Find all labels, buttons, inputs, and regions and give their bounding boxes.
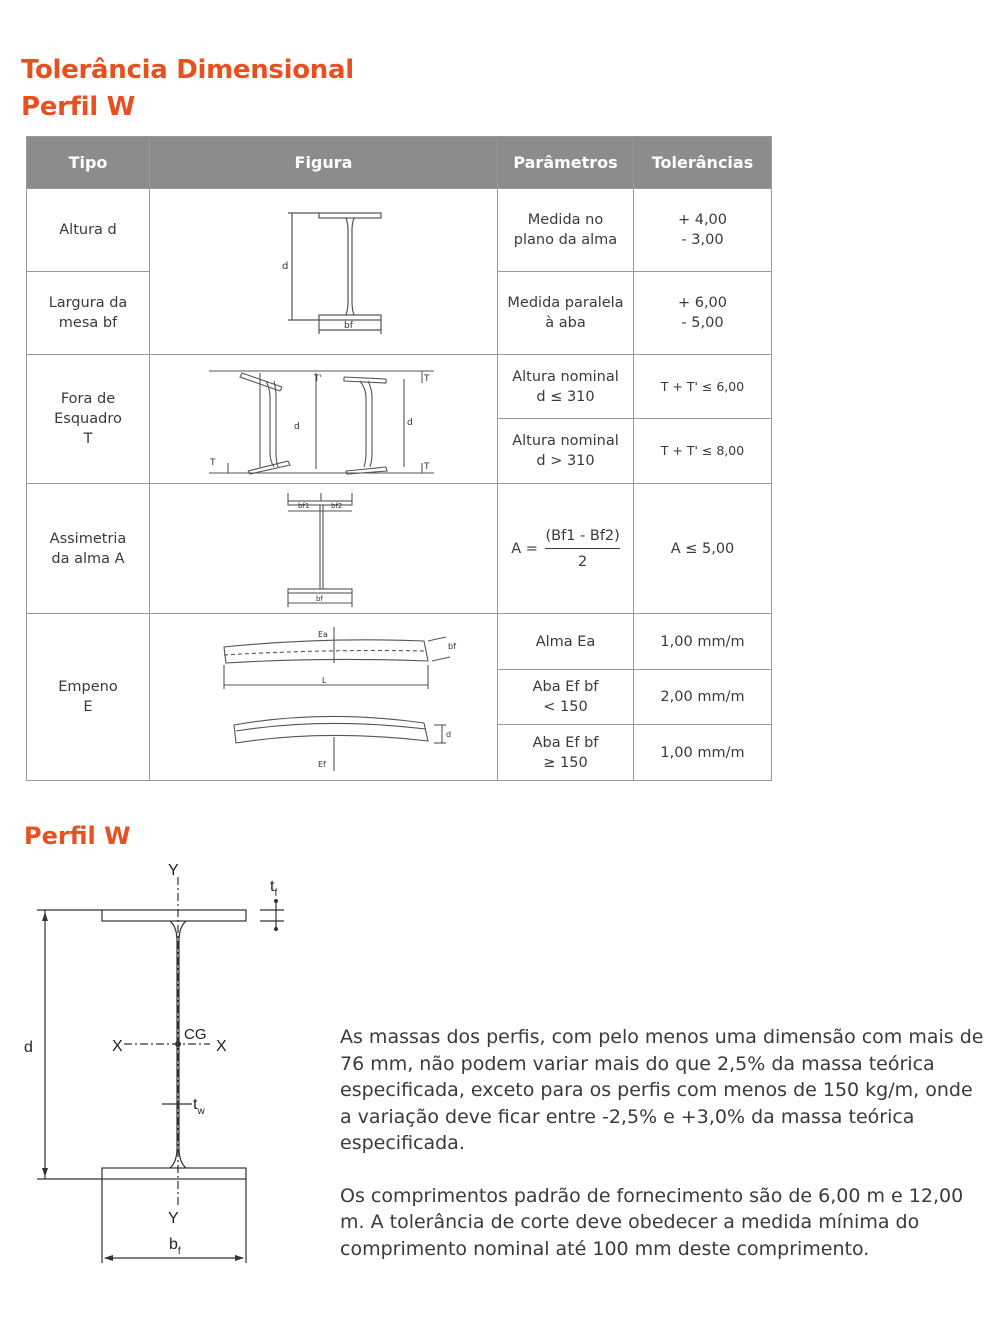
label-T-bottom: T bbox=[423, 462, 429, 472]
table-row bbox=[27, 614, 772, 670]
figure-empeno bbox=[150, 614, 498, 781]
cell-param-empeno-3: Aba Ef bf ≥ 150 bbox=[498, 725, 634, 781]
cell-tipo-esquadro: Fora de Esquadro T bbox=[27, 355, 150, 484]
figure-esquadro bbox=[150, 355, 498, 484]
col-header-figura: Figura bbox=[150, 137, 498, 189]
tol-plus: + 4,00 bbox=[677, 212, 728, 228]
figure-altura-largura bbox=[150, 189, 498, 355]
label-bf1: bf1 bbox=[297, 501, 309, 510]
title-line-1: Tolerância Dimensional bbox=[21, 55, 354, 85]
table-header-row bbox=[27, 137, 772, 189]
section-title: Perfil W bbox=[24, 822, 131, 850]
col-header-tipo: Tipo bbox=[27, 137, 150, 189]
tol-minus: - 3,00 bbox=[681, 232, 724, 248]
cell-tipo-assimetria bbox=[27, 484, 150, 614]
tw-sub: w bbox=[197, 1106, 205, 1117]
cell-tol-altura bbox=[634, 189, 772, 272]
w-profile-diagram bbox=[20, 855, 320, 1275]
col-header-parametros: Parâmetros bbox=[498, 137, 634, 189]
label-tf bbox=[270, 878, 277, 899]
tol-minus: - 5,00 bbox=[681, 315, 724, 331]
label-bf: bf bbox=[343, 320, 353, 331]
label-d: d bbox=[24, 1039, 33, 1056]
description-text bbox=[340, 1024, 985, 1288]
label-Y-bottom: Y bbox=[168, 1210, 179, 1227]
tol-plus: + 6,00 bbox=[677, 295, 728, 311]
tf-sub: f bbox=[274, 888, 278, 899]
tf-base: t bbox=[270, 878, 275, 895]
out-of-square-figure bbox=[204, 359, 444, 479]
tolerance-table bbox=[26, 136, 772, 781]
cell-param-empeno-1: Alma Ea bbox=[498, 614, 634, 670]
label-d-left: d bbox=[293, 422, 300, 432]
label-Ea: Ea bbox=[317, 630, 328, 639]
cell-tol-esquadro-2: T + T' ≤ 8,00 bbox=[634, 419, 772, 484]
label-T-left: T bbox=[209, 458, 215, 468]
label-d: d bbox=[445, 730, 451, 739]
cell-tipo-empeno: Empeno E bbox=[27, 614, 150, 781]
asymmetry-figure bbox=[274, 487, 374, 611]
label-bf2: bf2 bbox=[330, 501, 342, 510]
col-header-tolerancias: Tolerâncias bbox=[634, 137, 772, 189]
cell-param-altura: Medida no plano da alma bbox=[498, 189, 634, 272]
cell-tipo-altura: Altura d bbox=[27, 189, 150, 272]
cell-param-esquadro-1: Altura nominal d ≤ 310 bbox=[498, 355, 634, 419]
title-line-2: Perfil W bbox=[21, 92, 135, 122]
figure-assimetria bbox=[150, 484, 498, 614]
table-row bbox=[27, 484, 772, 614]
label-X-right: X bbox=[216, 1038, 227, 1055]
label-Ef: Ef bbox=[317, 760, 326, 769]
bf-base: b bbox=[169, 1236, 178, 1253]
tw-base: t bbox=[193, 1096, 198, 1113]
label-T-top: T bbox=[423, 374, 429, 384]
formula-prefix: A = bbox=[511, 540, 543, 557]
label-d-right: d bbox=[406, 418, 413, 428]
cell-param-assimetria bbox=[498, 484, 634, 614]
cell-tol-esquadro-1: T + T' ≤ 6,00 bbox=[634, 355, 772, 419]
label-bf: bf bbox=[315, 594, 323, 603]
label-Y-top: Y bbox=[168, 862, 179, 879]
cell-param-empeno-2: Aba Ef bf < 150 bbox=[498, 670, 634, 725]
label-d: d bbox=[281, 260, 288, 272]
cell-tol-empeno-1: 1,00 mm/m bbox=[634, 614, 772, 670]
table-row bbox=[27, 189, 772, 272]
label-tw bbox=[193, 1096, 205, 1117]
label-bf bbox=[169, 1236, 181, 1257]
i-beam-figure bbox=[224, 202, 424, 342]
cell-tipo-largura: Largura da mesa bf bbox=[27, 272, 150, 355]
cell-tol-largura bbox=[634, 272, 772, 355]
label-CG: CG bbox=[184, 1026, 207, 1043]
formula-numerator: (Bf1 - Bf2) bbox=[545, 526, 619, 549]
table-row bbox=[27, 355, 772, 419]
paragraph-mass: As massas dos perfis, com pelo menos uma dimensão com mais de 76 mm, não podem variar mais do que 2,5% da massa teórica especificada, exceto para os perfis com menos de 150 kg/m, onde a variação deve ficar entre -2,5% e +3,0% da massa teórica especificada. bbox=[340, 1026, 984, 1154]
warp-figure bbox=[184, 617, 464, 777]
paragraph-length: Os comprimentos padrão de fornecimento são de 6,00 m e 12,00 m. A tolerância de corte deve obedecer a medida mínima do comprimento nominal até 100 mm deste comprimento. bbox=[340, 1184, 964, 1260]
cell-tol-empeno-3: 1,00 mm/m bbox=[634, 725, 772, 781]
formula-denominator: 2 bbox=[578, 553, 588, 570]
cell-tol-empeno-2: 2,00 mm/m bbox=[634, 670, 772, 725]
formula-fraction bbox=[545, 526, 619, 572]
label-Tp: T' bbox=[313, 374, 322, 384]
bf-sub: f bbox=[177, 1246, 181, 1257]
page-title bbox=[21, 52, 354, 126]
cell-param-largura: Medida paralela à aba bbox=[498, 272, 634, 355]
label-bf: bf bbox=[447, 642, 456, 651]
label-X-left: X bbox=[112, 1038, 123, 1055]
cell-tol-assimetria: A ≤ 5,00 bbox=[634, 484, 772, 614]
formula bbox=[511, 526, 620, 572]
assimetria-label: Assimetria da alma A bbox=[49, 530, 127, 567]
label-L: L bbox=[321, 676, 326, 685]
cell-param-esquadro-2: Altura nominal d > 310 bbox=[498, 419, 634, 484]
